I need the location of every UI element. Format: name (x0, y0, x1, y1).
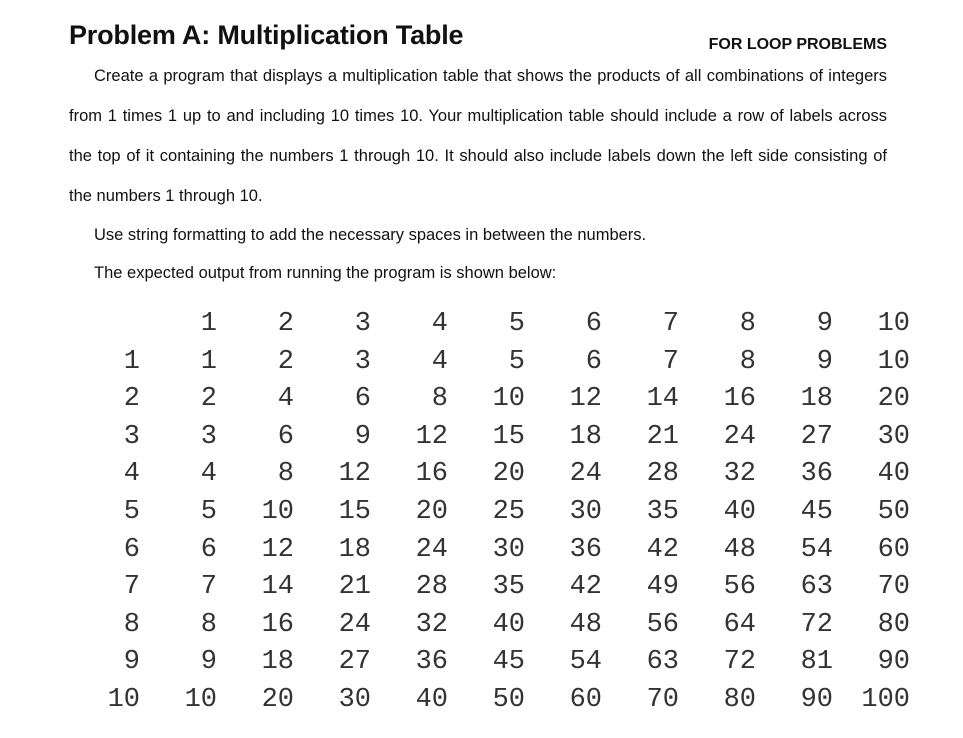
table-cell: 30 (338, 684, 371, 715)
table-row (90, 682, 910, 720)
table-cell: 9 (816, 346, 833, 377)
table-cell: 48 (569, 609, 602, 640)
table-cell: 40 (877, 459, 910, 490)
table-cell: 90 (800, 684, 833, 715)
table-cell: 6 (585, 346, 602, 377)
table-cell: 35 (492, 572, 525, 603)
row-label-cell: 2 (123, 384, 140, 415)
table-cell: 42 (646, 534, 679, 565)
table-cell: 8 (739, 309, 756, 339)
table-cell: 60 (877, 534, 910, 565)
table-cell: 54 (569, 647, 602, 678)
table-cell: 27 (800, 421, 833, 452)
table-cell: 72 (723, 647, 756, 678)
table-cell: 81 (800, 647, 833, 678)
table-cell: 60 (569, 684, 602, 715)
table-cell: 40 (492, 609, 525, 640)
table-cell: 56 (723, 572, 756, 603)
table-row (90, 381, 910, 419)
table-cell: 27 (338, 647, 371, 678)
table-cell: 12 (415, 421, 448, 452)
table-cell: 8 (431, 384, 448, 415)
table-cell: 64 (723, 609, 756, 640)
table-cell: 42 (569, 572, 602, 603)
row-label-cell: 10 (107, 684, 140, 715)
table-cell: 14 (646, 384, 679, 415)
table-cell: 1 (200, 309, 217, 339)
table-cell: 9 (354, 421, 371, 452)
table-cell: 35 (646, 496, 679, 527)
table-row (90, 569, 910, 607)
table-cell: 15 (338, 496, 371, 527)
table-cell: 5 (508, 309, 525, 339)
table-cell: 80 (723, 684, 756, 715)
table-cell: 36 (800, 459, 833, 490)
table-cell: 14 (261, 572, 294, 603)
table-cell: 24 (415, 534, 448, 565)
row-label-cell: 6 (123, 534, 140, 565)
page-title: Problem A: Multiplication Table (69, 20, 464, 50)
table-cell: 24 (723, 421, 756, 452)
table-cell: 2 (277, 346, 294, 377)
table-cell: 12 (569, 384, 602, 415)
table-cell: 100 (861, 684, 910, 715)
table-cell: 40 (415, 684, 448, 715)
table-cell: 21 (338, 572, 371, 603)
table-cell: 36 (569, 534, 602, 565)
table-cell: 10 (492, 384, 525, 415)
table-cell: 21 (646, 421, 679, 452)
table-cell: 45 (492, 647, 525, 678)
table-cell: 10 (877, 346, 910, 377)
table-cell: 4 (431, 346, 448, 377)
table-cell: 54 (800, 534, 833, 565)
table-cell: 45 (800, 496, 833, 527)
table-cell: 16 (415, 459, 448, 490)
table-row (90, 344, 910, 382)
table-cell: 28 (415, 572, 448, 603)
row-label-cell: 1 (123, 346, 140, 377)
table-row (90, 456, 910, 494)
row-label-cell: 5 (123, 496, 140, 527)
table-cell: 30 (569, 496, 602, 527)
table-cell: 16 (261, 609, 294, 640)
table-cell: 1 (200, 346, 217, 377)
table-cell: 3 (200, 421, 217, 452)
table-cell: 15 (492, 421, 525, 452)
table-cell: 20 (877, 384, 910, 415)
table-cell: 9 (200, 647, 217, 678)
table-cell: 20 (415, 496, 448, 527)
table-cell: 63 (646, 647, 679, 678)
table-cell: 6 (200, 534, 217, 565)
expected-output-intro: The expected output from running the program is shown below: (94, 264, 557, 282)
table-cell: 10 (877, 309, 910, 339)
table-cell: 20 (261, 684, 294, 715)
table-row (90, 644, 910, 682)
table-cell: 50 (877, 496, 910, 527)
table-cell: 10 (261, 496, 294, 527)
table-row (90, 607, 910, 645)
table-cell: 7 (662, 346, 679, 377)
table-cell: 7 (662, 309, 679, 339)
table-cell: 24 (569, 459, 602, 490)
table-cell: 2 (200, 384, 217, 415)
multiplication-table-output (90, 306, 910, 720)
table-cell: 5 (200, 496, 217, 527)
table-cell: 70 (646, 684, 679, 715)
table-cell: 7 (200, 572, 217, 603)
table-cell: 30 (492, 534, 525, 565)
table-cell: 6 (585, 309, 602, 339)
table-cell: 30 (877, 421, 910, 452)
table-cell: 6 (277, 421, 294, 452)
row-label-cell: 8 (123, 609, 140, 640)
table-cell: 5 (508, 346, 525, 377)
table-header-row (90, 306, 910, 344)
table-cell: 3 (354, 346, 371, 377)
table-cell: 80 (877, 609, 910, 640)
table-cell: 9 (816, 309, 833, 339)
table-cell: 40 (723, 496, 756, 527)
table-cell: 72 (800, 609, 833, 640)
row-label-cell: 9 (123, 647, 140, 678)
table-cell: 49 (646, 572, 679, 603)
table-cell: 18 (569, 421, 602, 452)
table-row (90, 532, 910, 570)
row-label-cell (90, 306, 140, 344)
table-cell: 8 (200, 609, 217, 640)
table-cell: 36 (415, 647, 448, 678)
table-cell: 90 (877, 647, 910, 678)
row-label-cell: 7 (123, 572, 140, 603)
table-cell: 18 (261, 647, 294, 678)
table-cell: 28 (646, 459, 679, 490)
table-cell: 12 (338, 459, 371, 490)
table-cell: 4 (200, 459, 217, 490)
row-label-cell: 4 (123, 459, 140, 490)
table-cell: 10 (184, 684, 217, 715)
table-cell: 12 (261, 534, 294, 565)
problem-description: Create a program that displays a multiplication table that shows the products of all combinations of integers from 1 times 1 up to and including 10 times 10. Your multiplication table should include a row of labels across the top of it containing the numbers 1 through 10. It should also include labels down the left side consisting of the numbers 1 through 10. (69, 67, 887, 205)
table-cell: 8 (277, 459, 294, 490)
table-cell: 3 (354, 309, 371, 339)
table-cell: 70 (877, 572, 910, 603)
table-cell: 25 (492, 496, 525, 527)
table-cell: 4 (277, 384, 294, 415)
table-cell: 32 (415, 609, 448, 640)
table-row (90, 419, 910, 457)
table-cell: 16 (723, 384, 756, 415)
table-cell: 24 (338, 609, 371, 640)
table-cell: 18 (338, 534, 371, 565)
table-cell: 20 (492, 459, 525, 490)
row-label-cell: 3 (123, 421, 140, 452)
table-cell: 32 (723, 459, 756, 490)
table-cell: 18 (800, 384, 833, 415)
table-cell: 4 (431, 309, 448, 339)
table-row (90, 494, 910, 532)
table-cell: 8 (739, 346, 756, 377)
table-cell: 56 (646, 609, 679, 640)
table-cell: 2 (277, 309, 294, 339)
table-cell: 50 (492, 684, 525, 715)
table-cell: 6 (354, 384, 371, 415)
formatting-instruction: Use string formatting to add the necessary spaces in between the numbers. (94, 226, 647, 244)
table-cell: 48 (723, 534, 756, 565)
table-cell: 63 (800, 572, 833, 603)
category-label: FOR LOOP PROBLEMS (708, 36, 887, 53)
